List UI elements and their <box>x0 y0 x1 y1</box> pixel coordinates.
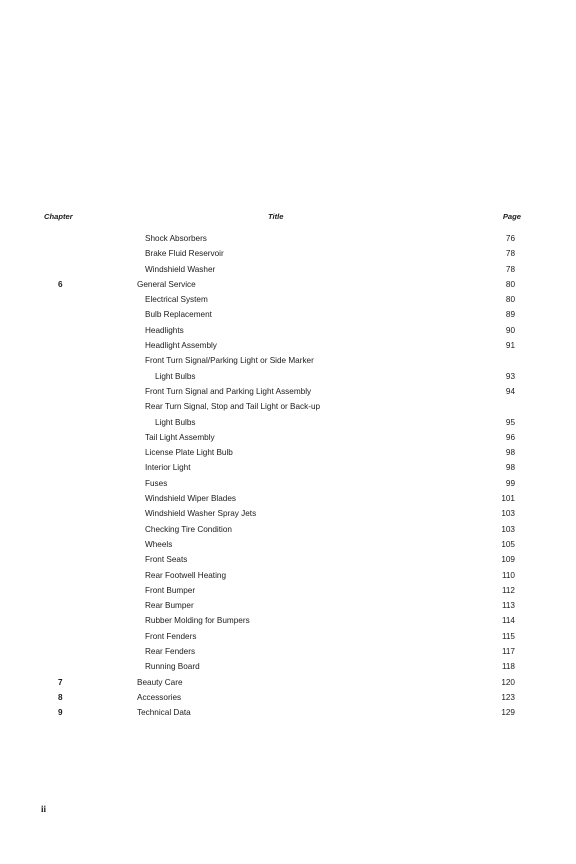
entry-title: Front Fenders <box>145 631 197 641</box>
entry-page: 89 <box>505 310 515 320</box>
entry-page: 80 <box>505 279 515 289</box>
table-of-contents <box>0 212 576 718</box>
toc-entry <box>0 705 576 720</box>
entry-title: Front Turn Signal and Parking Light Assembly <box>145 386 312 396</box>
toc-entry <box>0 307 576 322</box>
toc-entry <box>0 644 576 659</box>
entry-page: 114 <box>501 616 515 626</box>
entry-title: Front Bumper <box>145 585 196 595</box>
toc-entry <box>0 399 576 414</box>
entry-page: 117 <box>501 647 515 657</box>
entry-page: 123 <box>501 692 515 702</box>
entry-title: Rear Turn Signal, Stop and Tail Light or Back-up <box>145 402 321 412</box>
entry-title: Interior Light <box>145 463 191 473</box>
toc-entry <box>0 460 576 475</box>
page-number: ii <box>41 804 47 814</box>
page-column-header: Page <box>502 212 521 221</box>
entry-page: 78 <box>505 249 515 259</box>
chapter-number: 9 <box>58 708 63 718</box>
toc-entries <box>0 231 576 721</box>
toc-entry <box>0 353 576 368</box>
entry-page: 91 <box>505 341 515 351</box>
chapter-number: 7 <box>58 677 63 687</box>
entry-page: 96 <box>505 432 515 442</box>
entry-title: Front Turn Signal/Parking Light or Side Marker <box>145 356 314 366</box>
entry-page: 76 <box>505 234 515 243</box>
entry-page: 98 <box>505 463 515 473</box>
toc-entry <box>0 277 576 292</box>
entry-page: 129 <box>501 708 515 718</box>
entry-page: 93 <box>505 371 515 381</box>
entry-title: Fuses <box>145 478 168 488</box>
entry-page: 105 <box>501 539 515 549</box>
toc-entry <box>0 430 576 445</box>
entry-page: 78 <box>505 264 515 274</box>
toc-entry <box>0 568 576 583</box>
toc-entry <box>0 629 576 644</box>
entry-title: Rubber Molding for Bumpers <box>145 616 250 626</box>
entry-page: 118 <box>501 662 515 672</box>
toc-entry <box>0 292 576 307</box>
entry-title: Rear Bumper <box>145 601 194 611</box>
entry-title: Technical Data <box>137 708 191 718</box>
toc-entry <box>0 262 576 277</box>
entry-page: 110 <box>501 570 515 580</box>
entry-title: Front Seats <box>145 555 188 565</box>
entry-title: Windshield Wiper Blades <box>145 494 237 504</box>
entry-title: Checking Tire Condition <box>145 524 232 534</box>
entry-page: 95 <box>505 417 515 427</box>
entry-title: Light Bulbs <box>155 417 196 427</box>
entry-page: 112 <box>501 585 515 595</box>
toc-entry <box>0 506 576 521</box>
entry-page: 103 <box>501 524 515 534</box>
entry-title: Light Bulbs <box>155 371 196 381</box>
entry-title: Headlights <box>145 325 184 335</box>
toc-entry <box>0 323 576 338</box>
entry-page: 94 <box>505 386 515 396</box>
title-column-header: Title <box>268 212 284 221</box>
chapter-column-header: Chapter <box>44 212 73 221</box>
entry-page: 101 <box>501 494 515 504</box>
entry-title: Wheels <box>145 539 173 549</box>
toc-entry <box>0 445 576 460</box>
entry-title: Electrical System <box>145 295 208 305</box>
entry-title: Headlight Assembly <box>145 341 217 351</box>
toc-entry <box>0 369 576 384</box>
entry-title: Shock Absorbers <box>145 234 207 243</box>
toc-entry <box>0 613 576 628</box>
entry-title: Bulb Replacement <box>145 310 212 320</box>
entry-page: 115 <box>501 631 515 641</box>
toc-entry <box>0 537 576 552</box>
entry-title: Tail Light Assembly <box>145 432 215 442</box>
toc-entry <box>0 338 576 353</box>
entry-title: Brake Fluid Reservoir <box>145 249 224 259</box>
toc-entry <box>0 476 576 491</box>
toc-header <box>0 212 576 230</box>
toc-entry <box>0 231 576 246</box>
entry-page: 80 <box>505 295 515 305</box>
entry-page: 98 <box>505 448 515 458</box>
toc-entry <box>0 246 576 261</box>
entry-page: 120 <box>501 677 515 687</box>
toc-entry <box>0 675 576 690</box>
toc-entry <box>0 583 576 598</box>
entry-title: Accessories <box>137 692 182 702</box>
entry-title: General Service <box>137 279 196 289</box>
entry-title: License Plate Light Bulb <box>145 448 233 458</box>
entry-title: Rear Fenders <box>145 647 196 657</box>
entry-title: Running Board <box>145 662 200 672</box>
toc-entry <box>0 491 576 506</box>
toc-entry <box>0 384 576 399</box>
entry-page: 109 <box>501 555 515 565</box>
entry-title: Beauty Care <box>137 677 183 687</box>
toc-entry <box>0 522 576 537</box>
toc-entry <box>0 659 576 674</box>
toc-entry <box>0 415 576 430</box>
chapter-number: 8 <box>58 692 63 702</box>
entry-page: 99 <box>505 478 515 488</box>
entry-page: 113 <box>501 601 515 611</box>
entry-page: 90 <box>505 325 515 335</box>
entry-title: Windshield Washer Spray Jets <box>145 509 257 519</box>
toc-entry <box>0 690 576 705</box>
toc-entry <box>0 552 576 567</box>
entry-title: Windshield Washer <box>145 264 216 274</box>
chapter-number: 6 <box>58 279 63 289</box>
toc-entry <box>0 598 576 613</box>
entry-title: Rear Footwell Heating <box>145 570 227 580</box>
entry-page: 103 <box>501 509 515 519</box>
